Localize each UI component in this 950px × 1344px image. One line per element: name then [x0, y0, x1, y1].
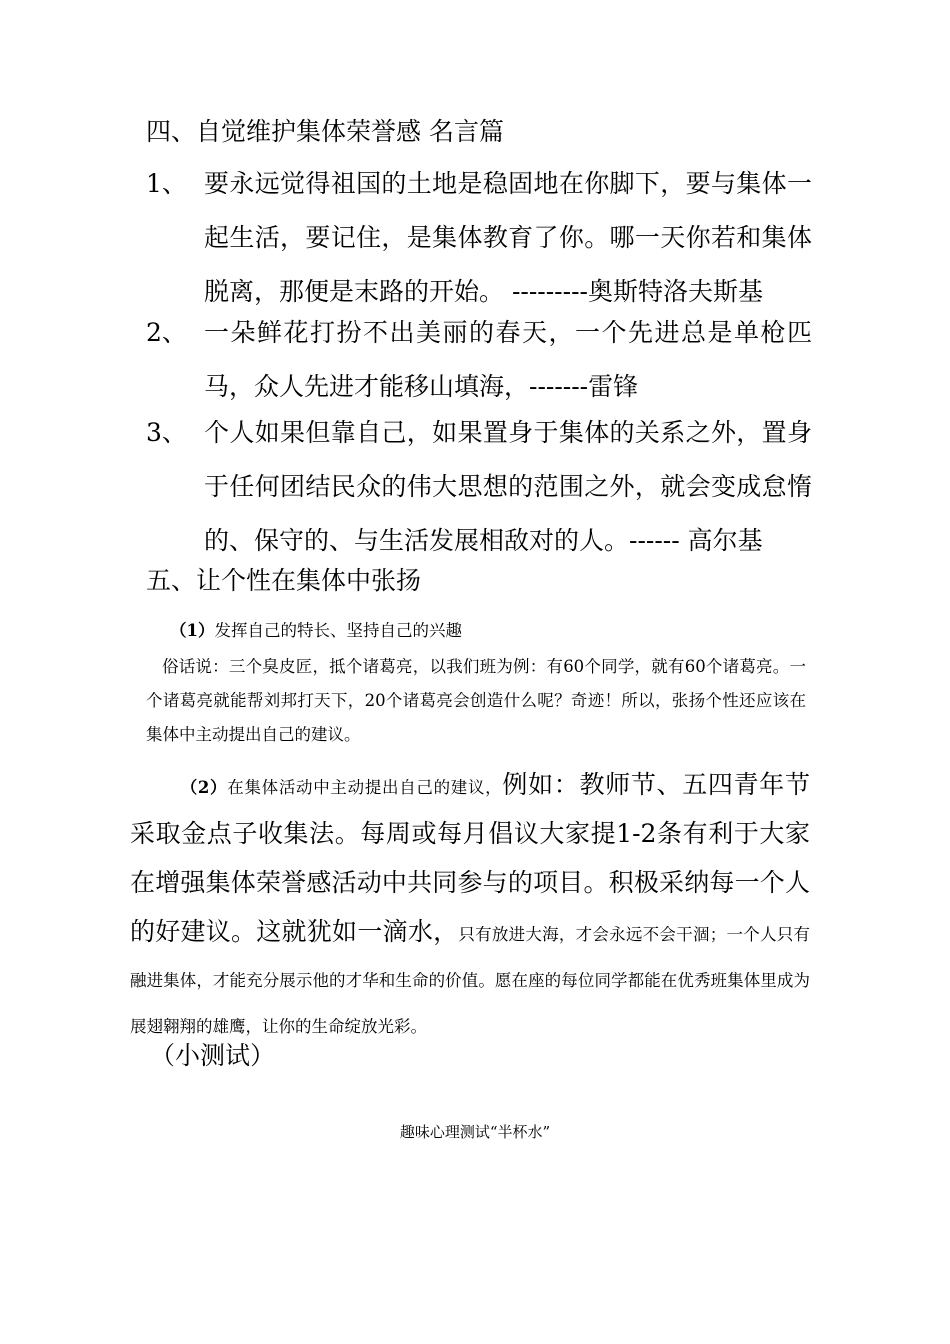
- quote-3-number: 3、: [146, 418, 187, 447]
- quote-2: [146, 306, 826, 414]
- quote-1-number: 1、: [146, 169, 187, 198]
- quote-3-text: 个人如果但靠自己，如果置身于集体的关系之外，置身于任何团结民众的伟大思想的范围之外，就会变成怠惰的、保守的、与生活发展相敌对的人。------ 高尔基: [204, 418, 812, 555]
- quiz-heading: （小测试）: [150, 1041, 276, 1070]
- quote-3: [146, 406, 826, 568]
- subsection-1-title-text: 发挥自己的特长、坚持自己的兴趣: [214, 621, 462, 640]
- quote-2-number: 2、: [146, 318, 187, 347]
- subsection-2-title: 在集体活动中主动提出自己的建议，: [227, 778, 503, 797]
- quote-1: [146, 157, 826, 319]
- subsection-2-number: （2）: [180, 778, 228, 797]
- section-5-heading: 五、让个性在集体中张扬: [146, 566, 422, 595]
- subsection-2-body-small: 只有放进大海，才会永远不会干涸；一个人只有融进集体，才能充分展示他的才华和生命的价值。愿在座的每位同学都能在优秀班集体里成为展翅翱翔的雄鹰，让你的生命绽放光彩。: [130, 925, 810, 1036]
- subsection-2-body-large: 例如：教师节、五四青年节采取金点子收集法。每周或每月倡议大家提1-2条有利于大家在增强集体荣誉感活动中共同参与的项目。积极采纳每一个人的好建议。这就犹如一滴水，: [130, 770, 811, 946]
- subsection-1-title: [170, 614, 462, 648]
- quiz-title: 趣味心理测试“半杯水”: [399, 1123, 551, 1141]
- section-4-heading: 四、自觉维护集体荣誉感 名言篇: [146, 117, 504, 146]
- quote-1-text: 要永远觉得祖国的土地是稳固地在你脚下，要与集体一起生活，要记住，是集体教育了你。哪一天你若和集体脱离，那便是末路的开始。 ---------奥斯特洛夫斯基: [204, 169, 812, 306]
- subsection-2: [130, 762, 810, 1050]
- subsection-1-body: 俗话说：三个臭皮匠，抵个诸葛亮，以我们班为例：有60个同学，就有60个诸葛亮。一个诸葛亮就能帮刘邦打天下，20个诸葛亮会创造什么呢？奇迹！所以，张扬个性还应该在集体中主动提出自己的建议。: [146, 657, 806, 744]
- quote-2-text: 一朵鲜花打扮不出美丽的春天，一个先进总是单枪匹马，众人先进才能移山填海，-------雷锋: [204, 318, 812, 401]
- subsection-1-number: （1）: [170, 621, 215, 640]
